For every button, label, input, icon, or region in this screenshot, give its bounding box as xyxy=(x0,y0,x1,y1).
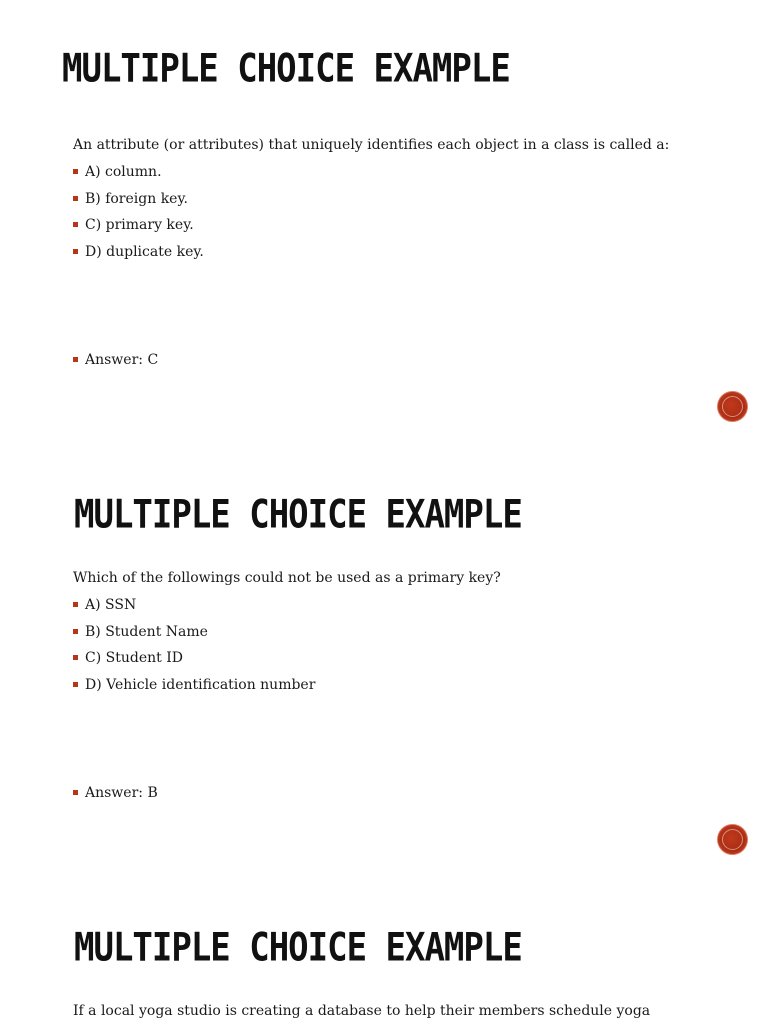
slide-title: MULTIPLE CHOICE EXAMPLE xyxy=(62,46,510,92)
answer-label: Answer: B xyxy=(85,785,158,801)
choice-label: A) column. xyxy=(85,164,162,180)
question-text: If a local yoga studio is creating a database to help their members schedule yoga xyxy=(73,1003,651,1019)
answer-label: Answer: C xyxy=(85,352,159,368)
slide-title: MULTIPLE CHOICE EXAMPLE xyxy=(74,492,522,538)
question-text: Which of the followings could not be used as a primary key? xyxy=(73,570,501,586)
choice-label: B) Student Name xyxy=(85,623,208,640)
slide-title: MULTIPLE CHOICE EXAMPLE xyxy=(74,925,522,971)
choice-label: D) duplicate key. xyxy=(85,244,204,261)
choice-label: A) SSN xyxy=(85,597,137,613)
question-text: An attribute (or attributes) that uniquely identifies each object in a class is called a: xyxy=(73,137,670,153)
choice-label: D) Vehicle identification number xyxy=(85,677,316,694)
choice-label: C) Student ID xyxy=(85,650,183,667)
choice-label: B) foreign key. xyxy=(85,190,188,207)
choice-label: C) primary key. xyxy=(85,217,194,234)
